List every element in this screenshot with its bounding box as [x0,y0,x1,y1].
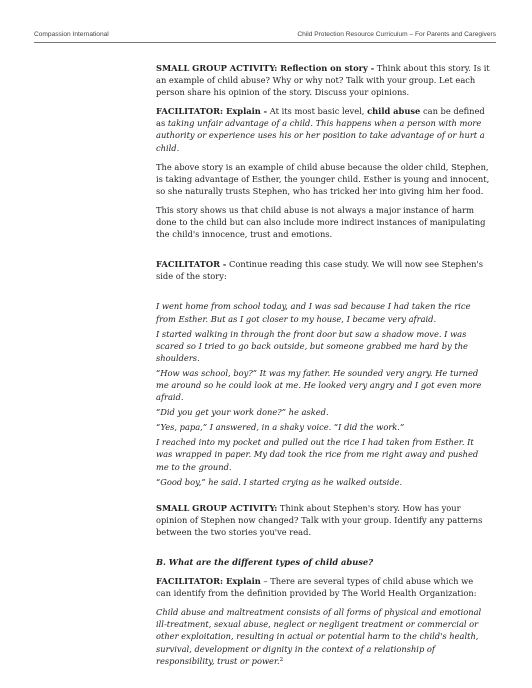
section-heading-text: B. What are the different types of child abuse? [156,557,374,567]
story-text: “Did you get your work done?” he asked. [156,407,329,418]
who-intro-text: – There are several types of child abuse which we can identify from the definition provided by The World Health Organization: [156,576,477,599]
quote-text: Child abuse and maltreatment consists of all forms of physical and emotional ill-treatment, sexual abuse, neglect or negligent treatment or commercial or other exploitation, resulting in actual or potential harm to the child's health, survival, development or dignity in the context of a relationship of responsibility, trust or power. [156,607,482,666]
story-paragraph [156,421,490,433]
page-header [34,28,496,43]
facilitator-label: FACILITATOR: Explain [156,576,261,587]
activity-label: SMALL GROUP ACTIVITY: Reflection on story - [156,63,375,73]
story-paragraph [156,367,490,403]
definition-connector: can be defined as [156,106,485,129]
story-text: “Good boy,” he said. I started crying as he walked outside. [156,476,403,487]
facilitator-label: FACILITATOR: Explain - [156,106,268,117]
who-definition-quote [156,606,490,666]
facilitator-definition-paragraph [156,105,490,153]
story-paragraph [156,328,490,364]
reflection-activity-paragraph [156,62,490,98]
story-paragraph [156,436,490,472]
facilitator-who-paragraph [156,575,490,599]
stephen-activity-paragraph [156,502,490,538]
story-text: “How was school, boy?” It was my father. He sounded very angry. He turned me around so he could look at me. He looked very angry and I got even more afraid. [156,367,482,403]
story-paragraph [156,476,490,488]
definition-intro: At its most basic level, [267,106,368,117]
continue-text: Continue reading this case study. We will now see Stephen's side of the story: [156,259,483,282]
activity-text: Think about this story. Is it an example of child abuse? Why or why not? Talk with your group. Let each person share his opinion of the story. Discuss your opinions. [156,63,490,98]
section-heading [156,556,490,568]
child-abuse-term: child abuse [367,106,421,117]
definition-text: taking unfair advantage of a child. This happens when a person with more authority or experience uses his or her position to take advantage of or hurt a child. [156,118,485,153]
story-text: “Yes, papa,” I answered, in a shaky voice. “I did the work.” [156,422,405,433]
header-organization: Compassion International [34,31,109,38]
story-text: I reached into my pocket and pulled out the rice I had taken from Esther. It was wrapped in paper. My dad took the rice from me right away and pushed me to the ground. [156,437,479,472]
story-lesson-paragraph: This story shows us that child abuse is not always a major instance of harm done to the child but can also include more indirect instances of manipulating the child's innocence, trust and emotions. [156,204,486,240]
story-paragraph [156,406,490,418]
story-paragraph [156,300,490,324]
story-explanation-paragraph: The above story is an example of child abuse because the older child, Stephen, is taking advantage of Esther, the younger child. Esther is young and innocent, so she naturally trusts Stephen, who has tricked her into giving him her food. [156,161,490,196]
footnote-reference[interactable]: 2 [279,656,284,663]
page-body [156,62,490,674]
facilitator-label: FACILITATOR - [156,259,227,270]
story-text: I started walking in through the front door but saw a shadow move. I was scared so I tried to go back outside, but someone grabbed me hard by the shoulders. [156,328,468,363]
activity-text: Think about Stephen's story. How has your opinion of Stephen now changed? Talk with your group. Identify any patterns between the two stories you've read. [156,502,483,537]
activity-label: SMALL GROUP ACTIVITY: [156,502,278,513]
story-text: I went home from school today, and I was sad because I had taken the rice from Esther. But as I got closer to my house, I became very afraid. [156,301,471,324]
header-curriculum-title: Child Protection Resource Curriculum – For Parents and Caregivers [297,31,496,38]
facilitator-continue-paragraph [156,258,490,282]
